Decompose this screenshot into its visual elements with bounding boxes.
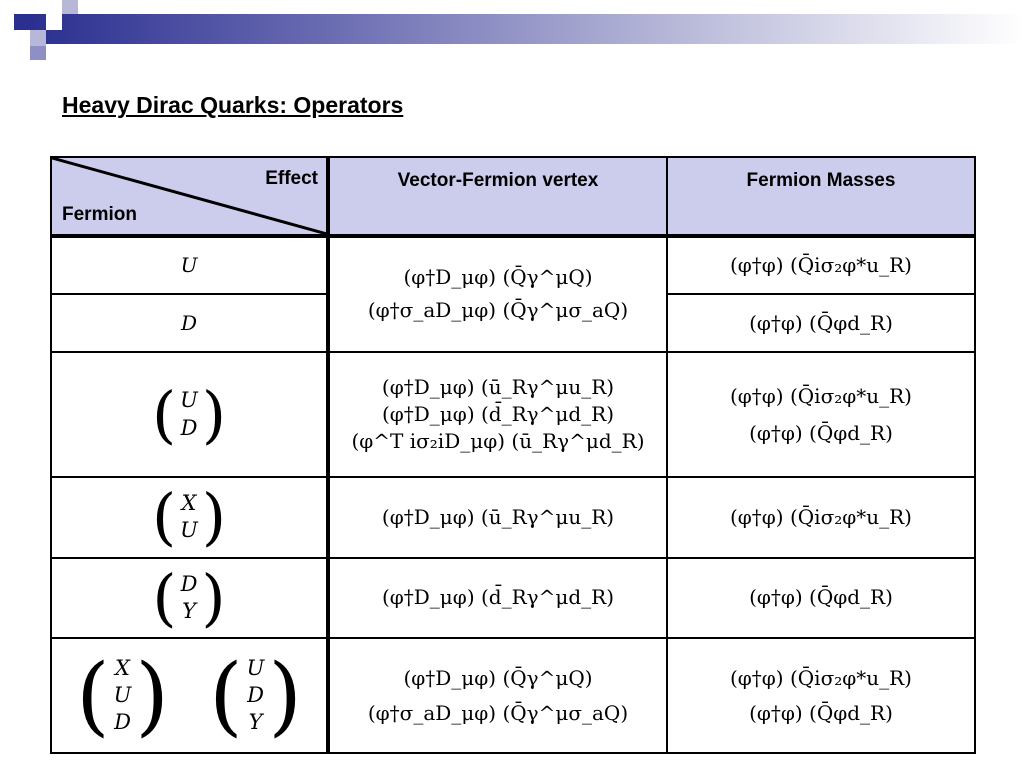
table-row (51, 236, 975, 294)
table-header-row (51, 157, 975, 236)
vertex-formula: (φ†σ_aD_μφ) (Q̄γ^μσ_aQ) (367, 700, 629, 725)
vertex-cell-shared (328, 236, 667, 353)
decor-square (46, 14, 62, 30)
table-row (51, 558, 975, 639)
header-fermion-masses: Fermion Masses (667, 157, 975, 236)
fermion-cell (51, 638, 328, 753)
table-row (51, 352, 975, 477)
mass-cell (667, 638, 975, 753)
operators-table (50, 156, 976, 754)
mass-formula: (φ†φ) (Q̄iσ₂φ*u_R) (667, 236, 975, 294)
fermion-cell: U (51, 236, 328, 294)
slide-title: Heavy Dirac Quarks: Operators (62, 92, 404, 118)
mass-formula: (φ†φ) (Q̄φd_R) (667, 558, 975, 639)
fermion-doublet: ( D Y ) (152, 560, 226, 634)
mass-formula: (φ†φ) (Q̄iσ₂φ*u_R) (730, 665, 912, 690)
corner-label-fermion: Fermion (62, 204, 137, 225)
header-gradient-bar (30, 14, 1024, 44)
fermion-triplet: ( U D Y ) (209, 645, 302, 746)
mass-formula: (φ†φ) (Q̄iσ₂φ*u_R) (730, 383, 912, 408)
corner-label-effect: Effect (265, 168, 318, 189)
fermion-triplet: ( X U D ) (76, 645, 169, 746)
decor-square (30, 30, 46, 46)
vertex-cell (328, 638, 667, 753)
fermion-cell (51, 477, 328, 558)
fermion-cell (51, 352, 328, 477)
fermion-cell (51, 558, 328, 639)
corner-header-cell (51, 157, 328, 236)
mass-formula: (φ†φ) (Q̄iσ₂φ*u_R) (667, 477, 975, 558)
mass-formula: (φ†φ) (Q̄φd_R) (749, 700, 893, 725)
mass-formula: (φ†φ) (Q̄φd_R) (667, 294, 975, 352)
decor-square (14, 14, 30, 30)
fermion-doublet: ( X U ) (151, 480, 227, 554)
mass-cell (667, 352, 975, 477)
decor-square (62, 0, 78, 14)
table-row (51, 477, 975, 558)
vertex-formula: (φ†D_μφ) (Q̄γ^μQ) (403, 265, 593, 290)
vertex-formula: (φ^T iσ₂iD_μφ) (ū_Rγ^μd_R) (351, 429, 645, 454)
mass-formula: (φ†φ) (Q̄φd_R) (749, 420, 893, 445)
vertex-formula: (φ†σ_aD_μφ) (Q̄γ^μσ_aQ) (367, 298, 629, 323)
fermion-cell: D (51, 294, 328, 352)
vertex-formula: (φ†D_μφ) (ū_Rγ^μu_R) (381, 375, 615, 400)
fermion-doublet: ( U D ) (151, 377, 227, 451)
table-row (51, 638, 975, 753)
vertex-formula: (φ†D_μφ) (Q̄γ^μQ) (403, 665, 593, 690)
header-vector-fermion-vertex: Vector-Fermion vertex (328, 157, 667, 236)
decor-square (30, 46, 46, 60)
vertex-cell (328, 352, 667, 477)
vertex-formula: (φ†D_μφ) (d̄_Rγ^μd_R) (328, 558, 667, 639)
vertex-formula: (φ†D_μφ) (ū_Rγ^μu_R) (328, 477, 667, 558)
vertex-formula: (φ†D_μφ) (d̄_Rγ^μd_R) (381, 402, 615, 427)
